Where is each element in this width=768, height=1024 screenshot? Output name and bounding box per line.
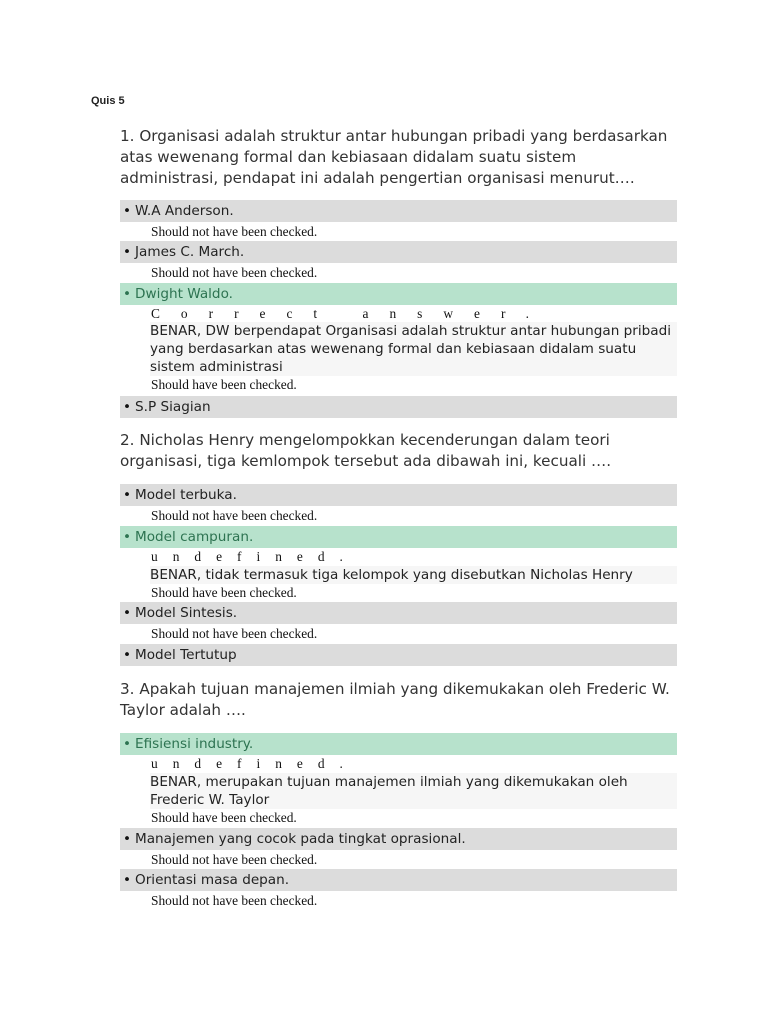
option-label: Efisiensi industry.: [135, 736, 254, 752]
bullet-icon: •: [122, 605, 132, 621]
option-q1-b[interactable]: [120, 241, 677, 263]
option-status: Should not have been checked.: [151, 224, 318, 239]
option-q3-b[interactable]: [120, 828, 677, 850]
option-label: W.A Anderson.: [135, 203, 234, 219]
answer-marker: undefined.: [151, 756, 358, 771]
option-label: Orientasi masa depan.: [135, 872, 290, 888]
option-status: Should not have been checked.: [151, 852, 318, 867]
option-label: James C. March.: [135, 244, 245, 260]
answer-marker: Correct answer.: [151, 306, 551, 321]
option-q3-a[interactable]: [120, 733, 677, 755]
answer-feedback: BENAR, DW berpendapat Organisasi adalah struktur antar hubungan pribadi yang berdasarkan atas wewenang formal dan kebiasaan didalam suatu sistem administrasi: [150, 322, 677, 376]
option-q1-a[interactable]: [120, 200, 677, 222]
option-q1-d[interactable]: [120, 396, 677, 418]
bullet-icon: •: [122, 399, 132, 415]
option-status: Should not have been checked.: [151, 626, 318, 641]
option-q2-a[interactable]: [120, 484, 677, 506]
option-status: Should have been checked.: [151, 377, 297, 392]
option-label: S.P Siagian: [135, 399, 211, 415]
page-title: Quis 5: [91, 95, 125, 107]
option-q2-c[interactable]: [120, 602, 677, 624]
option-status: Should not have been checked.: [151, 893, 318, 908]
answer-feedback: BENAR, tidak termasuk tiga kelompok yang disebutkan Nicholas Henry: [150, 566, 677, 584]
option-status: Should have been checked.: [151, 585, 297, 600]
bullet-icon: •: [122, 736, 132, 752]
question-1: 1. Organisasi adalah struktur antar hubungan pribadi yang berdasarkan atas wewenang formal dan kebiasaan didalam suatu sistem administrasi, pendapat ini adalah pengertian organisasi menurut….: [120, 127, 668, 187]
bullet-icon: •: [122, 244, 132, 260]
option-q3-c[interactable]: [120, 869, 677, 891]
option-q2-d[interactable]: [120, 644, 677, 666]
option-status: Should not have been checked.: [151, 508, 318, 523]
bullet-icon: •: [122, 529, 132, 545]
bullet-icon: •: [122, 286, 132, 302]
option-q2-b[interactable]: [120, 526, 677, 548]
bullet-icon: •: [122, 831, 132, 847]
option-label: Model Tertutup: [135, 647, 237, 663]
option-label: Model terbuka.: [135, 487, 237, 503]
option-status: Should have been checked.: [151, 810, 297, 825]
option-q1-c[interactable]: [120, 283, 677, 305]
option-label: Model campuran.: [135, 529, 254, 545]
question-2: 2. Nicholas Henry mengelompokkan kecenderungan dalam teori organisasi, tiga kemlompok tersebut ada dibawah ini, kecuali ….: [120, 431, 612, 470]
bullet-icon: •: [122, 487, 132, 503]
option-label: Dwight Waldo.: [135, 286, 233, 302]
answer-feedback: BENAR, merupakan tujuan manajemen ilmiah yang dikemukakan oleh Frederic W. Taylor: [150, 773, 677, 809]
question-3: 3. Apakah tujuan manajemen ilmiah yang dikemukakan oleh Frederic W. Taylor adalah ….: [120, 680, 670, 719]
bullet-icon: •: [122, 203, 132, 219]
option-label: Manajemen yang cocok pada tingkat oprasional.: [135, 831, 466, 847]
option-label: Model Sintesis.: [135, 605, 238, 621]
bullet-icon: •: [122, 647, 132, 663]
answer-marker: undefined.: [151, 549, 358, 564]
option-status: Should not have been checked.: [151, 265, 318, 280]
bullet-icon: •: [122, 872, 132, 888]
